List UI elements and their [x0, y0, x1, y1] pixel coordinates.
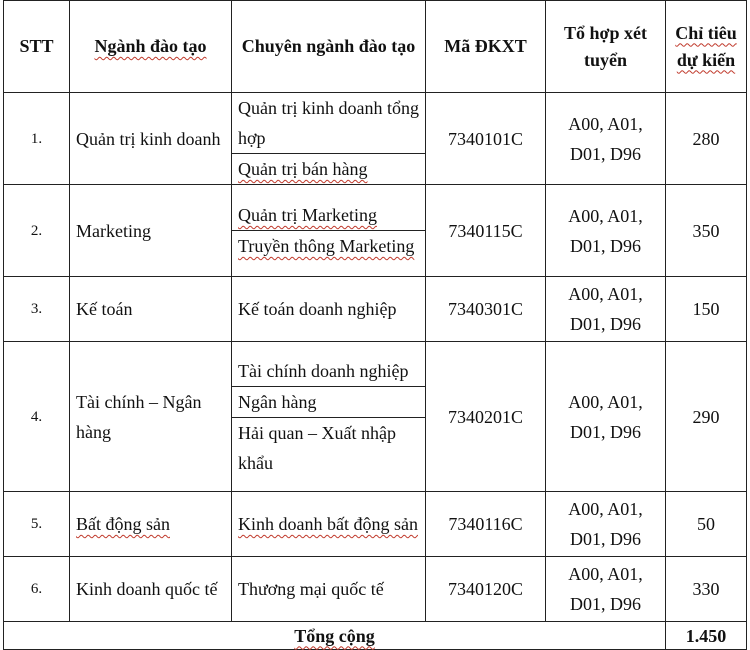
row-code: 7340116C — [426, 492, 546, 557]
total-row — [4, 622, 747, 650]
row-quota: 330 — [666, 557, 747, 622]
row-specializations — [232, 277, 426, 342]
specialization: Hải quan – Xuất nhập khẩu — [232, 417, 425, 478]
row-specializations — [232, 342, 426, 492]
specialization: Kế toán doanh nghiệp — [238, 299, 397, 319]
row-combination: A00, A01, D01, D96 — [546, 93, 666, 185]
specialization: Quản trị kinh doanh tổng hợp — [238, 98, 419, 148]
table-row — [4, 342, 747, 492]
header-row — [4, 1, 747, 93]
row-combination: A00, A01, D01, D96 — [546, 342, 666, 492]
row-specializations — [232, 185, 426, 277]
table-row — [4, 557, 747, 622]
row-major: Quản trị kinh doanh — [70, 93, 232, 185]
row-code: 7340115C — [426, 185, 546, 277]
header-combination: Tổ hợp xét tuyển — [546, 1, 666, 93]
header-specialization: Chuyên ngành đào tạo — [232, 1, 426, 93]
row-code: 7340201C — [426, 342, 546, 492]
row-stt: 2. — [4, 185, 70, 277]
row-major: Kế toán — [70, 277, 232, 342]
specialization: Kinh doanh bất động sản — [238, 514, 418, 534]
row-combination: A00, A01, D01, D96 — [546, 557, 666, 622]
row-major: Bất động sản — [70, 492, 232, 557]
total-label: Tổng cộng — [4, 622, 666, 650]
admission-table — [3, 0, 747, 650]
row-major: Marketing — [70, 185, 232, 277]
specialization: Ngân hàng — [232, 386, 425, 417]
row-specializations — [232, 492, 426, 557]
row-quota: 280 — [666, 93, 747, 185]
row-combination: A00, A01, D01, D96 — [546, 277, 666, 342]
row-code: 7340101C — [426, 93, 546, 185]
row-stt: 1. — [4, 93, 70, 185]
table-row — [4, 185, 747, 277]
header-quota: Chỉ tiêu dự kiến — [666, 1, 747, 93]
row-quota: 50 — [666, 492, 747, 557]
row-major: Kinh doanh quốc tế — [70, 557, 232, 622]
header-stt: STT — [4, 1, 70, 93]
row-stt: 4. — [4, 342, 70, 492]
specialization: Truyền thông Marketing — [232, 230, 425, 261]
header-code: Mã ĐKXT — [426, 1, 546, 93]
row-stt: 5. — [4, 492, 70, 557]
row-stt: 3. — [4, 277, 70, 342]
row-code: 7340301C — [426, 277, 546, 342]
specialization: Thương mại quốc tế — [238, 579, 384, 599]
table-row — [4, 93, 747, 185]
row-quota: 290 — [666, 342, 747, 492]
table-row — [4, 492, 747, 557]
row-specializations — [232, 557, 426, 622]
table-row — [4, 277, 747, 342]
specialization: Tài chính doanh nghiệp — [238, 360, 409, 381]
row-specializations — [232, 93, 426, 185]
row-stt: 6. — [4, 557, 70, 622]
row-quota: 150 — [666, 277, 747, 342]
specialization: Quản trị bán hàng — [232, 153, 425, 184]
row-code: 7340120C — [426, 557, 546, 622]
header-major: Ngành đào tạo — [70, 1, 232, 93]
row-quota: 350 — [666, 185, 747, 277]
row-combination: A00, A01, D01, D96 — [546, 492, 666, 557]
row-major: Tài chính – Ngân hàng — [70, 342, 232, 492]
row-combination: A00, A01, D01, D96 — [546, 185, 666, 277]
specialization: Quản trị Marketing — [238, 205, 377, 225]
total-value: 1.450 — [666, 622, 747, 650]
